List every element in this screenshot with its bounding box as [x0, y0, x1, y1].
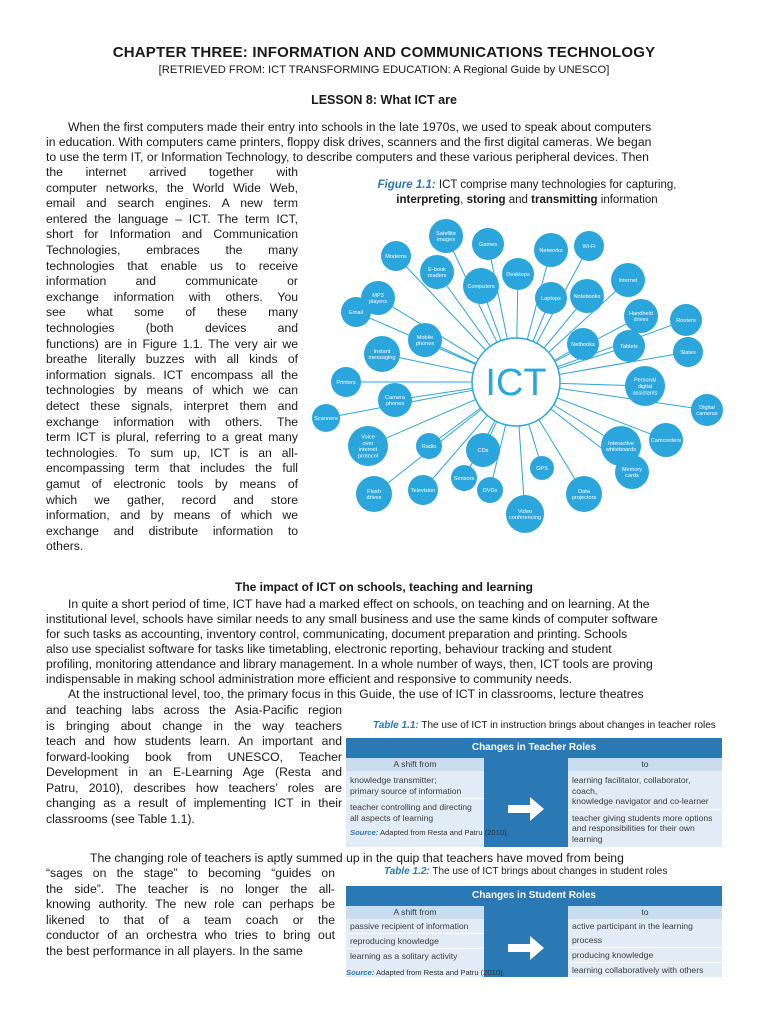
- impact-col-line: forward-looking book from UNESCO, Teacher: [46, 749, 342, 764]
- ict-node: [649, 423, 683, 457]
- ict-node: [420, 255, 454, 289]
- impact-col-line: changing as a result of implementing ICT in their: [46, 796, 342, 810]
- ict-node: [570, 279, 604, 313]
- figure-caption-sep-3: information: [597, 194, 658, 206]
- intro-line-3: to use the term IT, or Information Technology, to describe computers and these various peripheral devices. Then: [46, 150, 649, 164]
- roles-line-1: The changing role of teachers is aptly summed up in the quip that teachers have moved from being: [90, 851, 624, 865]
- impact-col-line: Development in an E-Learning Age (Resta and: [46, 765, 342, 779]
- ict-node-label: Flash drives: [366, 488, 382, 502]
- ict-node: [416, 433, 442, 459]
- ict-node-label: Notebooks: [573, 294, 601, 300]
- ict-node: [378, 383, 412, 417]
- table2-subheader: [346, 906, 722, 919]
- intro-col-line: others.: [46, 539, 84, 554]
- roles-col-line: knowing authority. The new role can perhaps be: [46, 897, 335, 911]
- intro-col-line: which we gather, record and store: [46, 492, 298, 507]
- ict-node: [625, 366, 665, 406]
- table1-from-cell: teacher controlling and directing: [350, 802, 472, 812]
- intro-col-line: the internet arrived together with: [46, 165, 298, 179]
- intro-col-line: encompassing term that includes the full: [46, 461, 298, 476]
- table1-source-label: Source:: [350, 828, 379, 837]
- impact-line-2: institutional level, schools have similar needs to any small business and use the same kinds of computer software: [46, 612, 658, 626]
- intro-line-2: in education. With computers came printers, floppy disk drives, scanners and the first digital cameras. We began: [46, 135, 652, 149]
- table1-to-cell: and responsibilities for their own learning: [572, 823, 695, 844]
- intro-col-line: technologies that enable us to receive: [46, 258, 298, 273]
- ict-diagram: [304, 214, 744, 540]
- table2-caption-text: The use of ICT brings about changes in student roles: [429, 866, 668, 877]
- impact-col-line: teach and how students learn. An important and: [46, 734, 342, 748]
- ict-node-label: Handheld drives: [629, 310, 653, 324]
- table1-from-cell: all aspects of learning: [350, 812, 434, 823]
- ict-node-label: Scanners: [314, 416, 338, 422]
- ict-node: [312, 404, 340, 432]
- table1-from-header: A shift from: [346, 758, 484, 771]
- table2-source: [346, 968, 505, 977]
- roles-col-line: likened to that of a team coach or the: [46, 912, 335, 927]
- impact-col-line: classrooms (see Table 1.1).: [46, 811, 195, 826]
- intro-col-line: functions) are in Figure 1.1. The very air we: [46, 336, 298, 351]
- chapter-title: CHAPTER THREE: INFORMATION AND COMMUNICATIONS TECHNOLOGY: [112, 44, 656, 61]
- ict-node: [502, 258, 534, 290]
- ict-node-label: Routers: [676, 318, 696, 324]
- table2-caption: [384, 866, 667, 877]
- ict-node: [534, 233, 568, 267]
- table2: [346, 886, 722, 977]
- roles-col-line: conductor of an orchestra who tries to bring out: [46, 928, 335, 942]
- ict-node-label: Internet: [618, 278, 638, 284]
- intro-col-line: breathe literally buzzes with all kinds of: [46, 352, 298, 367]
- intro-col-line: exchange information with others. The: [46, 414, 298, 429]
- ict-node: [613, 330, 645, 362]
- intro-col-line: see what some of these many: [46, 305, 298, 320]
- table2-from-cell: reproducing knowledge: [346, 934, 484, 949]
- ict-node: [506, 495, 544, 533]
- ict-node-label: Satellite images: [436, 230, 456, 244]
- table2-to-cell: producing knowledge: [568, 948, 722, 963]
- intro-col-line: technologies (both devices and: [46, 321, 298, 335]
- ict-node: [341, 297, 371, 327]
- ict-node-label: GPS: [536, 466, 548, 472]
- right-arrow-icon: [506, 794, 546, 824]
- ict-node: [611, 263, 645, 297]
- ict-node-label: Slates: [680, 350, 696, 356]
- table2-to-cell: learning collaboratively with others: [572, 965, 704, 975]
- ict-node-label: Email: [349, 310, 363, 316]
- ict-node: [566, 476, 602, 512]
- impact-heading: The impact of ICT on schools, teaching and learning: [234, 580, 534, 594]
- ict-node: [408, 475, 438, 505]
- figure-caption-bold-2: storing: [466, 194, 506, 206]
- ict-node-label: Video conferencing: [508, 508, 542, 522]
- ict-node: [472, 228, 504, 260]
- ict-node: [624, 299, 658, 333]
- table1-caption: [373, 720, 716, 731]
- impact-line-4: also use specialist software for tasks like timetabling, electronic reporting, behaviour tracking and student: [46, 642, 612, 656]
- figure-caption-part: ICT comprise many technologies for capturing,: [435, 179, 677, 191]
- source-note: [RETRIEVED FROM: ICT TRANSFORMING EDUCATION: A Regional Guide by UNESCO]: [158, 64, 610, 76]
- ict-node-label: Data projectors: [571, 488, 597, 502]
- ict-node-label: DVDs: [482, 488, 498, 494]
- ict-center-label: ICT: [485, 362, 547, 404]
- table1-to-cell: knowledge navigator and co-learner: [572, 796, 709, 806]
- ict-node: [670, 304, 702, 336]
- table1-to-header: to: [568, 758, 722, 771]
- ict-node: [477, 477, 503, 503]
- ict-node-label: Camera phones: [385, 394, 405, 408]
- ict-node-label: Camcorders: [650, 438, 682, 444]
- ict-node-label: Memory cards: [621, 466, 643, 480]
- ict-node: [535, 282, 567, 314]
- ict-node-label: Radio: [421, 444, 437, 450]
- table1-to-column: [568, 771, 722, 847]
- table1-caption-text: The use of ICT in instruction brings about changes in teacher roles: [418, 720, 716, 731]
- impact-col-line: Patru, 2010), describes how teachers’ roles are: [46, 780, 342, 795]
- table2-from-cell: learning as a solitary activity: [350, 951, 458, 961]
- ict-node: [381, 241, 411, 271]
- figure-caption-sep-1: ,: [460, 194, 467, 206]
- table2-to-cell: active participant in the learning process: [568, 919, 722, 948]
- impact-line-3: for such tasks as accounting, inventory control, communicating, document preparation and printing. Schools: [46, 627, 628, 641]
- impact-col-line: is bringing about change in the way teachers: [46, 718, 342, 733]
- ict-node: [429, 219, 463, 253]
- ict-node-label: Desktops: [506, 272, 530, 278]
- figure-caption-bold-3: transmitting: [531, 194, 598, 206]
- impact-col-line: and teaching labs across the Asia-Pacific region: [46, 703, 342, 717]
- intro-col-line: entered the language – ICT. The term ICT,: [46, 211, 298, 226]
- ict-node: [673, 337, 703, 367]
- table1-source-text: Adapted from Resta and Patru (2010).: [378, 828, 509, 837]
- table1-to-cell: learning facilitator, collaborator, coach,: [572, 775, 691, 796]
- table1-subheader: [346, 758, 722, 771]
- intro-col-line: gamut of electronic tools by means of: [46, 477, 298, 491]
- ict-node-label: Printers: [336, 380, 356, 386]
- impact-line-6: indispensable in making school administration more efficient and responsive to community needs.: [46, 672, 573, 686]
- table2-source-label: Source:: [346, 968, 375, 977]
- ict-node: [530, 456, 554, 480]
- ict-node-label: E-book readers: [427, 266, 447, 280]
- figure-caption-bold-1: interpreting: [396, 194, 461, 206]
- ict-node-label: Networks: [539, 248, 563, 254]
- ict-node-label: Instant messaging: [368, 348, 396, 362]
- ict-node-label: Television: [410, 488, 436, 494]
- table2-title: Changes in Student Roles: [346, 886, 722, 906]
- table2-to-column: [568, 919, 722, 977]
- ict-node-label: Tablets: [620, 344, 638, 350]
- right-arrow-icon: [506, 933, 546, 963]
- ict-node-label: Computers: [467, 284, 495, 290]
- table1-from-cell: primary source of information: [350, 785, 462, 796]
- intro-col-line: short for Information and Communication: [46, 227, 298, 242]
- intro-col-line: email and search engines. A new term: [46, 196, 298, 211]
- ict-node-label: Games: [478, 242, 498, 248]
- ict-node-label: Laptops: [541, 296, 561, 302]
- table2-source-text: Adapted from Resta and Patru (2010).: [374, 968, 505, 977]
- ict-node-label: Personal digital assistants: [632, 377, 658, 397]
- intro-col-line: exchange information with others. You: [46, 289, 298, 304]
- ict-node-label: Modems: [385, 254, 407, 260]
- ict-node: [463, 268, 499, 304]
- table2-to-header: to: [568, 906, 722, 919]
- lesson-title: LESSON 8: What ICT are: [311, 93, 457, 107]
- ict-node-label: Wi-Fi: [582, 244, 596, 250]
- ict-node-label: MP3 players: [368, 292, 388, 306]
- ict-node: [567, 328, 599, 360]
- ict-node: [408, 323, 442, 357]
- ict-node-label: Mobile phones: [415, 334, 435, 348]
- impact-line-7: At the instructional level, too, the primary focus in this Guide, the use of ICT in classrooms, lecture theatres: [68, 687, 644, 701]
- ict-node-label: Voice over internet protocol: [358, 434, 378, 460]
- ict-node: [356, 476, 392, 512]
- figure-caption: [326, 178, 728, 208]
- intro-col-line: computer networks, the World Wide Web,: [46, 180, 298, 195]
- roles-col-line: “sages on the stage” to becoming “guides on: [46, 866, 335, 880]
- intro-col-line: exchange and distribute information to: [46, 523, 298, 538]
- figure-number: Figure 1.1:: [377, 179, 436, 191]
- ict-node: [466, 433, 500, 467]
- roles-col-line: the side”. The teacher is no longer the all-: [46, 881, 335, 896]
- intro-col-line: information signals. ICT encompass all the: [46, 367, 298, 382]
- intro-col-line: information and communicate or: [46, 274, 298, 289]
- ict-node-label: Netbooks: [571, 342, 595, 348]
- table2-from-cell: passive recipient of information: [346, 919, 484, 934]
- table2-from-header: A shift from: [346, 906, 484, 919]
- intro-col-line: technologies. To sum up, ICT is an all-: [46, 445, 298, 460]
- table1-from-cell: knowledge transmitter;: [350, 775, 437, 785]
- ict-node-label: Interactive whiteboards: [605, 440, 637, 454]
- impact-line-1: In quite a short period of time, ICT have had a marked effect on schools, on teaching and on learning. At the: [68, 597, 650, 611]
- intro-col-line: technologies by means of which we can: [46, 383, 298, 398]
- intro-col-line: Technologies, embraces the many: [46, 243, 298, 257]
- table2-number: Table 1.2:: [384, 866, 430, 877]
- ict-node: [615, 455, 649, 489]
- intro-col-line: detect these signals, interpret them and: [46, 399, 298, 413]
- impact-line-5: profiling, monitoring attendance and library management. In a whole number of ways, then, ICT tools are proving: [46, 657, 653, 671]
- intro-col-line: information, and by means of which we: [46, 508, 298, 523]
- ict-node: [364, 336, 400, 372]
- ict-node: [574, 231, 604, 261]
- ict-node: [348, 426, 388, 466]
- table1-title: Changes in Teacher Roles: [346, 738, 722, 758]
- ict-node: [331, 367, 361, 397]
- table1-to-cell: teacher giving students more options: [572, 812, 713, 823]
- ict-node-label: Sensors: [453, 476, 475, 482]
- ict-node: [691, 394, 723, 426]
- ict-node-label: CDs: [477, 448, 489, 454]
- intro-col-line: term ICT is plural, referring to a great many: [46, 430, 298, 445]
- ict-node-label: Digital cameras: [696, 404, 718, 418]
- table1-source: [350, 828, 509, 837]
- roles-col-line: the best performance in all players. In the same: [46, 943, 303, 958]
- intro-line-1: When the first computers made their entry into schools in the late 1970s, we used to speak about computers: [68, 120, 652, 134]
- ict-node: [451, 465, 477, 491]
- figure-caption-sep-2: and: [505, 194, 532, 206]
- table1-number: Table 1.1:: [373, 720, 419, 731]
